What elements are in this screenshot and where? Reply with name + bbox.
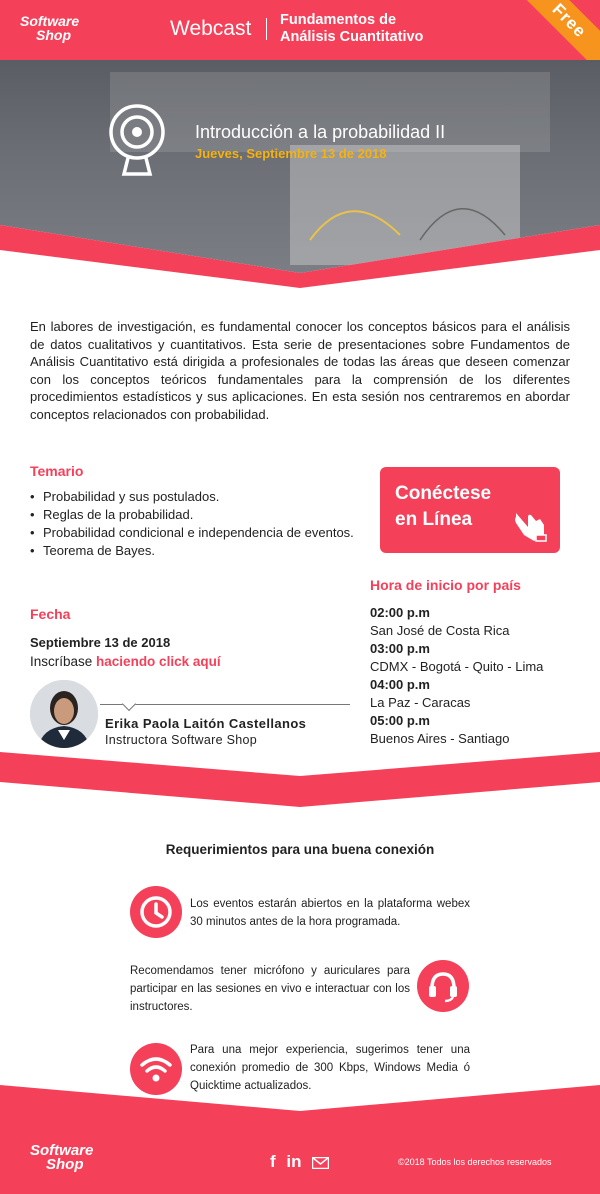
cta-line1: Conéctese — [395, 483, 492, 504]
requirement-text: Recomendamos tener micrófono y auriculares para participar en las sesiones en vivo e interactuar con los instructores. — [130, 965, 410, 1013]
footer-logo[interactable] — [30, 1144, 93, 1172]
webcam-icon — [106, 102, 168, 182]
headset-glyph — [417, 960, 469, 1012]
clock-icon — [130, 886, 182, 938]
copyright: ©2018 Todos los derechos reservados — [398, 1157, 552, 1167]
free-badge: Free — [512, 0, 600, 60]
footer-logo-line2: Shop — [46, 1156, 84, 1173]
footer-background — [0, 1085, 600, 1194]
pointing-hand-icon — [510, 505, 550, 545]
list-item: • Probabilidad y sus postulados. — [30, 488, 360, 506]
schedule-place: La Paz - Caracas — [370, 695, 471, 710]
social-links — [270, 1152, 329, 1172]
schedule-time: 05:00 p.m — [370, 713, 430, 728]
connect-online-button[interactable] — [380, 467, 560, 553]
header — [0, 0, 600, 60]
requirement-text: Los eventos estarán abiertos en la plataforma webex 30 minutos antes de la hora programada. — [190, 898, 470, 928]
register-link[interactable]: haciendo click aquí — [96, 654, 221, 669]
header-divider — [266, 18, 267, 40]
hero-banner — [0, 60, 600, 290]
instructor-name: Erika Paola Laitón Castellanos — [105, 716, 307, 731]
instructor-role: Instructora Software Shop — [105, 733, 258, 747]
requirements-title: Requerimientos para una buena conexión — [165, 842, 435, 857]
requirement-text: Para una mejor experiencia, sugerimos tener una conexión promedio de 300 Kbps, Windows Media ó Quicktime actualizados. — [190, 1044, 470, 1092]
schedule-place: CDMX - Bogotá - Quito - Lima — [370, 659, 544, 674]
facebook-icon[interactable]: f — [270, 1152, 276, 1171]
intro-paragraph: En labores de investigación, es fundamental conocer los conceptos básicos para el análisis de datos cualitativos y cuantitativos. Esta serie de presentaciones sobre Fundamentos de Análisis Cuantitativo está dirigida a profesionales de todas las áreas que deseen comenzar con los conceptos teóricos fundamentales para la comprensión de los diferentes procedimientos estadísticos y sus aplicaciones. En esta sesión nos centraremos en abordar conceptos relacionados con probabilidad. — [30, 319, 570, 422]
mail-icon[interactable] — [312, 1157, 329, 1169]
software-shop-logo[interactable] — [20, 14, 79, 42]
series-title — [280, 12, 423, 46]
avatar-photo — [30, 680, 98, 748]
webcast-label: Webcast — [170, 17, 252, 40]
webcast-date: Jueves, Septiembre 13 de 2018 — [195, 146, 387, 161]
list-item: • Probabilidad condicional e independencia de eventos. — [30, 524, 360, 542]
schedule-time: 02:00 p.m — [370, 605, 430, 620]
hero-red-chevron — [0, 60, 600, 290]
register-line — [30, 654, 221, 669]
schedule-time: 04:00 p.m — [370, 677, 430, 692]
list-item: • Teorema de Bayes. — [30, 542, 360, 560]
logo-line2: Shop — [36, 27, 71, 43]
schedule-time: 03:00 p.m — [370, 641, 430, 656]
register-label: Inscríbase — [30, 654, 93, 669]
cta-line2: en Línea — [395, 509, 473, 530]
event-date: Septiembre 13 de 2018 — [30, 635, 171, 650]
schedule-place: San José de Costa Rica — [370, 623, 510, 638]
clock-glyph — [130, 886, 182, 938]
temario-list — [30, 488, 360, 560]
fecha-heading: Fecha — [30, 606, 71, 622]
horas-heading: Hora de inicio por país — [370, 577, 521, 593]
instructor-caret — [122, 697, 136, 711]
section-divider-band — [0, 752, 600, 807]
series-title-line1: Fundamentos de — [280, 12, 397, 28]
headset-icon — [417, 960, 469, 1012]
footer-logo-line1: Software — [30, 1142, 94, 1159]
linkedin-icon[interactable]: in — [286, 1152, 302, 1171]
list-item: • Reglas de la probabilidad. — [30, 506, 360, 524]
logo-line1: Software — [20, 13, 80, 29]
instructor-avatar — [30, 680, 98, 748]
temario-heading: Temario — [30, 463, 84, 479]
schedule-place: Buenos Aires - Santiago — [370, 731, 510, 746]
series-title-line2: Análisis Cuantitativo — [280, 29, 424, 45]
instructor-divider — [100, 704, 350, 705]
schedule-list — [370, 604, 543, 748]
webcast-title: Introducción a la probabilidad II — [195, 122, 446, 142]
